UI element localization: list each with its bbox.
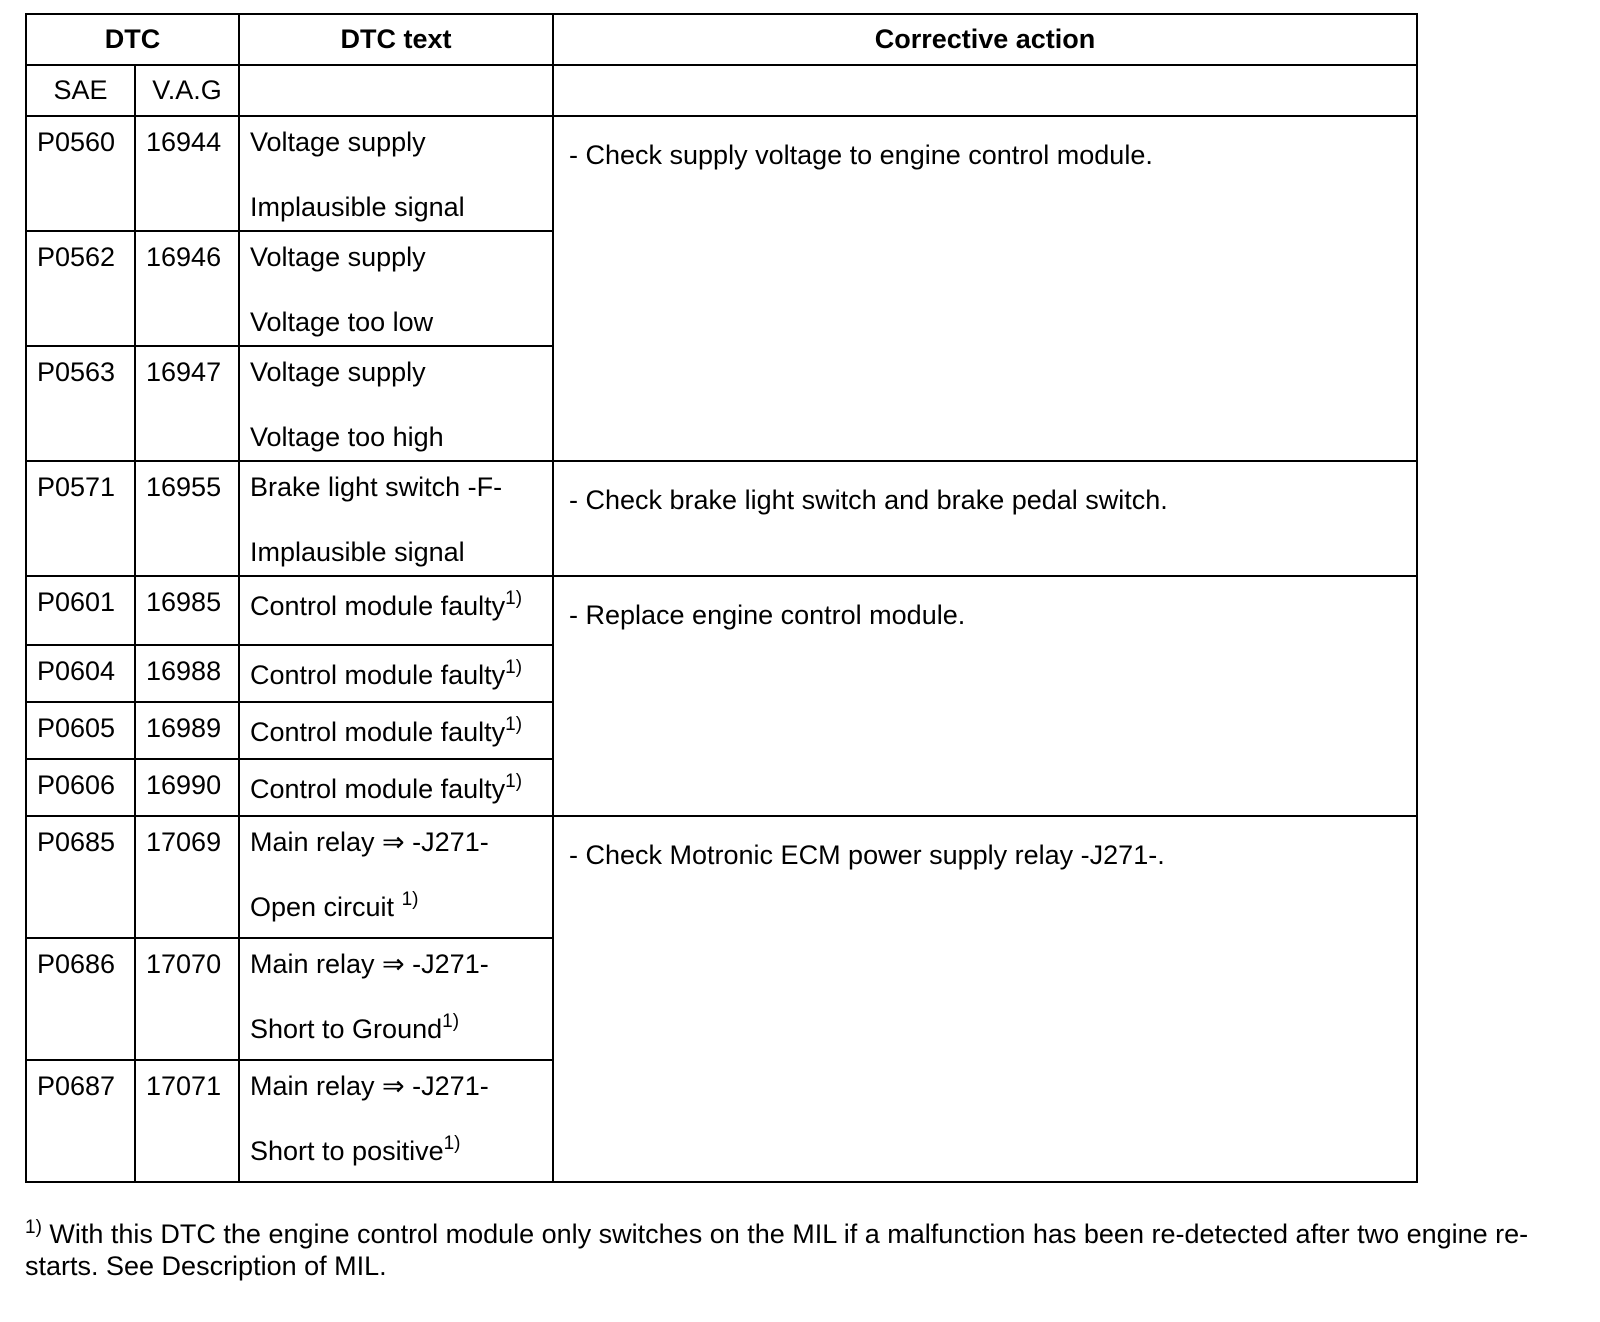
table-row [26,116,1417,231]
table-subheader-row [26,65,1417,116]
dtc-text-line2: Implausible signal [250,192,465,222]
footnote-marker: 1) [401,889,419,910]
footnote-marker: 1) [442,1011,460,1032]
dtc-text [239,231,553,346]
sae-code: P0605 [26,702,135,759]
sae-code: P0685 [26,816,135,938]
dtc-text-line2: Short to Ground$^{1)}$ [250,1011,460,1044]
header-empty-action [553,65,1417,116]
vag-code: 16955 [135,461,239,576]
vag-code: 16990 [135,759,239,816]
vag-code: 16989 [135,702,239,759]
dtc-text-line1: Main relay ⇒ -J271- [250,949,489,979]
dtc-text [239,576,553,645]
footnote-marker: 1) [505,714,523,735]
vag-code: 16946 [135,231,239,346]
header-corrective-action: Corrective action [553,14,1417,65]
dtc-text-line1: Control module faulty$^{1)}$ [250,771,523,804]
vag-code: 16985 [135,576,239,645]
vag-code: 17070 [135,938,239,1060]
table-header-row [26,14,1417,65]
footnote-marker: 1) [443,1133,461,1154]
dtc-text-line1: Main relay ⇒ -J271- [250,827,489,857]
sae-code: P0571 [26,461,135,576]
dtc-text [239,116,553,231]
sae-code: P0562 [26,231,135,346]
dtc-text-line2: Voltage too low [250,307,434,337]
vag-code: 16944 [135,116,239,231]
footnote-marker: 1) [25,1217,42,1238]
table-row [26,461,1417,576]
corrective-action: - Check Motronic ECM power supply relay -J271-. [553,816,1417,1182]
footnote-marker: 1) [505,771,523,792]
dtc-text [239,346,553,461]
dtc-text-line1: Voltage supply [250,127,426,157]
dtc-text-line2: Voltage too high [250,422,444,452]
corrective-action: - Check supply voltage to engine control module. [553,116,1417,461]
dtc-text-line1: Control module faulty$^{1)}$ [250,657,523,690]
dtc-text-line1: Brake light switch -F- [250,472,503,502]
vag-code: 16947 [135,346,239,461]
header-dtc: DTC [26,14,239,65]
sae-code: P0604 [26,645,135,702]
sae-code: P0687 [26,1060,135,1182]
dtc-table [25,13,1418,1183]
sae-code: P0563 [26,346,135,461]
header-empty-text [239,65,553,116]
footnote [25,1218,1585,1282]
dtc-text-line2: Open circuit $^{1)}$ [250,889,419,922]
dtc-text-line1: Voltage supply [250,242,426,272]
vag-code: 17069 [135,816,239,938]
footnote-marker: 1) [505,657,523,678]
footnote-text: With this DTC the engine control module only switches on the MIL if a malfunction has been re-detected after two engine re-starts. See Description of MIL. [25,1219,1529,1281]
table-row [26,576,1417,645]
vag-code: 16988 [135,645,239,702]
dtc-text [239,1060,553,1182]
dtc-text-line1: Main relay ⇒ -J271- [250,1071,489,1101]
dtc-text-line2: Implausible signal [250,537,465,567]
table-row [26,816,1417,938]
dtc-text [239,938,553,1060]
dtc-text-line2: Short to positive$^{1)}$ [250,1133,461,1166]
dtc-text [239,759,553,816]
dtc-text [239,461,553,576]
sae-code: P0686 [26,938,135,1060]
header-sae: SAE [26,65,135,116]
sae-code: P0606 [26,759,135,816]
sae-code: P0560 [26,116,135,231]
header-dtc-text: DTC text [239,14,553,65]
dtc-text [239,816,553,938]
vag-code: 17071 [135,1060,239,1182]
footnote-marker: 1) [505,588,523,609]
corrective-action: - Check brake light switch and brake pedal switch. [553,461,1417,576]
dtc-text [239,702,553,759]
dtc-text-line1: Voltage supply [250,357,426,387]
dtc-text [239,645,553,702]
sae-code: P0601 [26,576,135,645]
dtc-text-line1: Control module faulty$^{1)}$ [250,714,523,747]
dtc-text-line1: Control module faulty$^{1)}$ [250,588,523,621]
corrective-action: - Replace engine control module. [553,576,1417,816]
header-vag: V.A.G [135,65,239,116]
